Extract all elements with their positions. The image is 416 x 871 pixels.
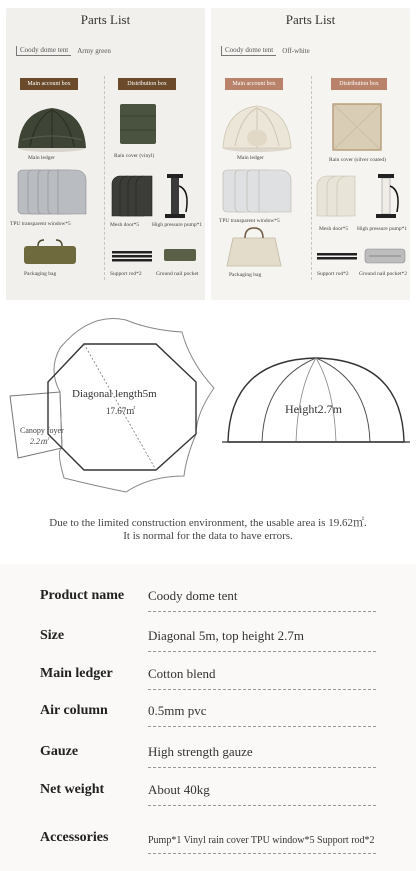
main-ledger-caption: Main ledger bbox=[237, 155, 264, 161]
parts-list-section bbox=[0, 0, 416, 300]
tent-name: Coody dome tent bbox=[16, 46, 71, 56]
main-ledger-tent-image bbox=[14, 102, 90, 152]
rain-cover-image bbox=[118, 102, 158, 148]
height-label: Height2.7m bbox=[285, 402, 342, 416]
variant-row bbox=[16, 46, 111, 56]
mesh-door-caption: Mesh door*5 bbox=[319, 226, 349, 232]
main-box-label: Main account box bbox=[225, 78, 283, 90]
row-divider bbox=[148, 805, 376, 806]
spec-label: Gauze bbox=[40, 744, 79, 759]
dist-box-label: Distribution box bbox=[118, 78, 176, 90]
row-divider bbox=[148, 726, 376, 727]
packaging-bag-caption: Packaging bag bbox=[229, 272, 262, 278]
nail-pocket-caption: Ground nail pocket bbox=[156, 271, 199, 277]
spec-row-main-ledger bbox=[40, 652, 376, 690]
floor-area-label: 17.67㎡ bbox=[106, 406, 136, 416]
mesh-door-caption: Mesh door*5 bbox=[110, 222, 140, 228]
spec-label: Net weight bbox=[40, 782, 105, 797]
canopy-area-label: 2.2㎡ bbox=[30, 437, 48, 446]
nail-pocket-image bbox=[363, 246, 407, 266]
spec-row-size bbox=[40, 614, 376, 652]
tpu-window-image bbox=[221, 166, 293, 216]
spec-label: Main ledger bbox=[40, 666, 113, 681]
spec-value: Cotton blend bbox=[148, 666, 216, 681]
rain-cover-caption: Rain cover (vinyl) bbox=[114, 153, 155, 159]
tpu-window-caption: TPU transparent window*5 bbox=[219, 218, 280, 224]
packaging-bag-image bbox=[223, 226, 285, 268]
tent-name: Coody dome tent bbox=[221, 46, 276, 56]
error-note: It is normal for the data to have errors. bbox=[123, 530, 293, 542]
main-ledger-tent-image bbox=[219, 100, 295, 152]
spec-label: Accessories bbox=[40, 830, 109, 845]
specs-table bbox=[0, 564, 416, 871]
spec-label: Product name bbox=[40, 588, 125, 603]
mesh-door-image bbox=[110, 174, 154, 218]
pump-image bbox=[373, 172, 403, 222]
spec-value: Pump*1 Vinyl rain cover TPU window*5 Support rod*2 bbox=[148, 835, 375, 846]
spec-value: Diagonal 5m, top height 2.7m bbox=[148, 628, 304, 643]
spec-value: Coody dome tent bbox=[148, 588, 238, 603]
row-divider bbox=[148, 611, 376, 612]
main-box-label: Main account box bbox=[20, 78, 78, 90]
nail-pocket-image bbox=[162, 246, 198, 264]
diagonal-length-label: Diagonal length5m bbox=[72, 388, 157, 400]
spec-value: 0.5mm pvc bbox=[148, 703, 207, 718]
pump-caption: High pressure pump*1 bbox=[152, 222, 203, 228]
support-rod-caption: Support rod*2 bbox=[317, 271, 349, 277]
spec-row-product-name bbox=[40, 574, 376, 612]
spec-row-air-column bbox=[40, 689, 376, 727]
packaging-bag-image bbox=[20, 238, 80, 268]
main-ledger-caption: Main ledger bbox=[28, 155, 55, 161]
rain-cover-caption: Rain cover (silver coated) bbox=[329, 157, 386, 163]
variant-row bbox=[221, 46, 310, 56]
spec-label: Size bbox=[40, 628, 65, 643]
support-rod-caption: Support rod*2 bbox=[110, 271, 142, 277]
canopy-foyer-label: Canopy foyer bbox=[20, 426, 64, 435]
spec-value: High strength gauze bbox=[148, 744, 253, 759]
diagram-drawing bbox=[0, 310, 416, 500]
color-name: Off-white bbox=[282, 47, 310, 55]
dist-box-label: Distribution box bbox=[331, 78, 387, 90]
parts-panel-army-green bbox=[6, 8, 205, 300]
divider bbox=[311, 76, 312, 280]
parts-panel-off-white bbox=[211, 8, 410, 300]
packaging-bag-caption: Packaging bag bbox=[24, 271, 57, 277]
panel-title: Parts List bbox=[80, 12, 131, 27]
color-name: Army green bbox=[77, 47, 111, 55]
spec-row-net-weight bbox=[40, 768, 376, 806]
row-divider bbox=[148, 853, 376, 854]
tent-dimension-diagram bbox=[0, 310, 416, 500]
tpu-window-image bbox=[16, 166, 88, 218]
spec-row-accessories bbox=[40, 816, 376, 854]
mesh-door-image bbox=[315, 174, 359, 218]
pump-image bbox=[162, 172, 192, 220]
tpu-window-caption: TPU transparent window*5 bbox=[10, 221, 71, 227]
panel-title: Parts List bbox=[285, 12, 336, 27]
support-rod-image bbox=[315, 250, 359, 264]
rain-cover-image bbox=[331, 102, 383, 154]
support-rod-image bbox=[110, 248, 154, 264]
nail-pocket-caption: Ground nail pocket*2 bbox=[359, 271, 407, 277]
spec-label: Air column bbox=[40, 703, 108, 718]
usable-area-note: Due to the limited construction environment, the usable area is 19.62㎡. bbox=[49, 517, 367, 529]
spec-value: About 40kg bbox=[148, 782, 210, 797]
divider bbox=[104, 76, 105, 280]
spec-row-gauze bbox=[40, 730, 376, 768]
pump-caption: High pressure pump*1 bbox=[357, 226, 408, 232]
